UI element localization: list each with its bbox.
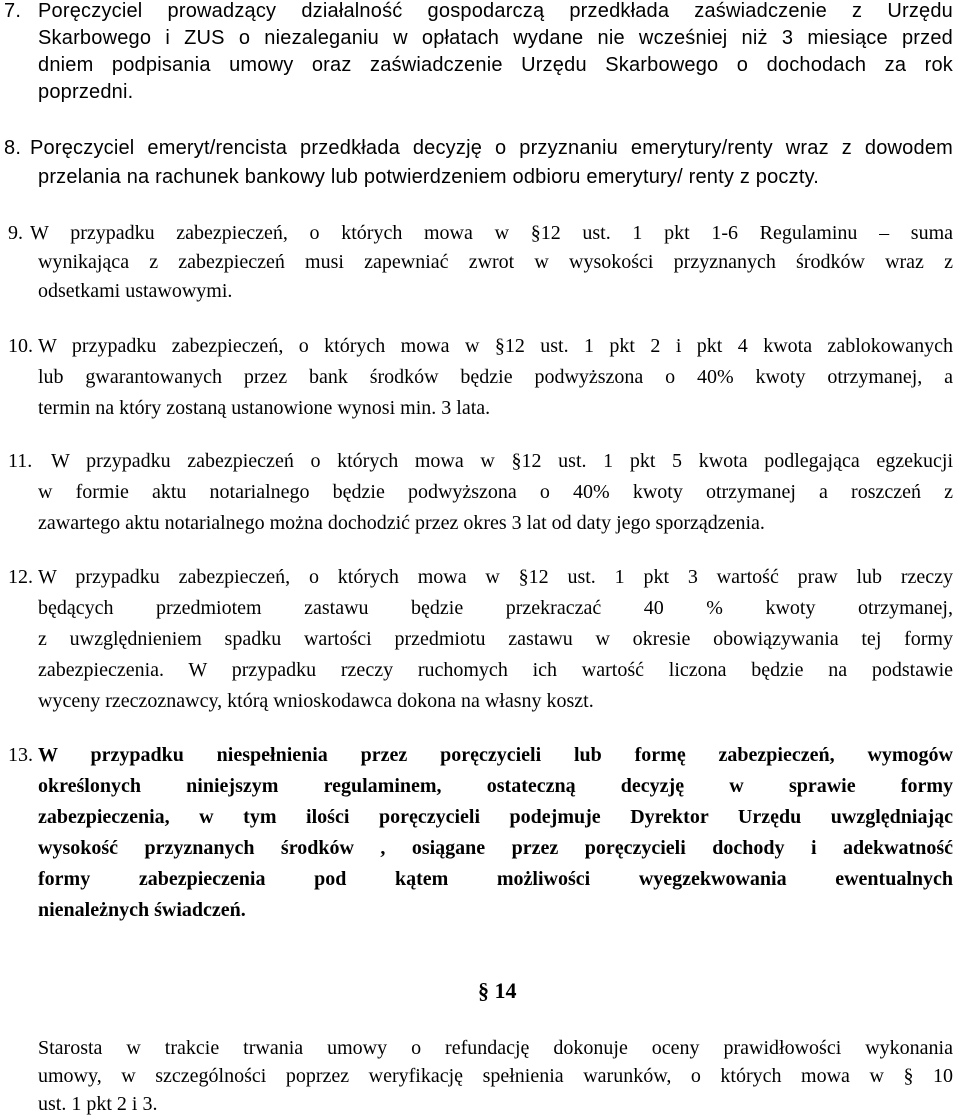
item-text-line: W przypadku niespełnienia przez poręczycieli lub formę zabezpieczeń, wymogów — [38, 744, 953, 766]
item-text-line: odsetkami ustawowymi. — [38, 280, 233, 302]
item-text-line: formy zabezpieczenia pod kątem możliwości wyegzekwowania ewentualnych — [38, 868, 953, 890]
item-text-line: dniem podpisania umowy oraz zaświadczenie Urzędu Skarbowego o dochodach za rok — [38, 54, 953, 76]
item-text-line: w formie aktu notarialnego będzie podwyższona o 40% kwoty otrzymanej a roszczeń z — [38, 481, 953, 503]
item-text-line: termin na który zostaną ustanowione wynosi min. 3 lata. — [38, 397, 491, 419]
item-number: 13. — [8, 744, 33, 766]
section-heading: § 14 — [478, 978, 517, 1003]
item-text-line: zabezpieczenia. W przypadku rzeczy ruchomych ich wartość liczona będzie na podstawie — [38, 659, 953, 681]
item-text-line: Skarbowego i ZUS o niezaleganiu w opłatach wydane nie wcześniej niż 3 miesiące przed — [38, 27, 953, 49]
item-text-line: wyceny rzeczoznawcy, którą wnioskodawca dokona na własny koszt. — [38, 690, 594, 712]
item-text-line: Poręczyciel emeryt/rencista przedkłada decyzję o przyznaniu emerytury/renty wraz z dowodem — [30, 137, 953, 159]
item-text-line: W przypadku zabezpieczeń, o których mowa w §12 ust. 1 pkt 2 i pkt 4 kwota zablokowanych — [38, 335, 953, 357]
item-text-line: nienależnych świadczeń. — [38, 899, 246, 921]
paragraph-line: Starosta w trakcie trwania umowy o refundację dokonuje oceny prawidłowości wykonania — [38, 1037, 953, 1059]
item-number: 12. — [8, 566, 33, 588]
item-text-line: Poręczyciel prowadzący działalność gospodarczą przedkłada zaświadczenie z Urzędu — [38, 0, 953, 22]
item-text-line: z uwzględnieniem spadku wartości przedmiotu zastawu w okresie obowiązywania tej formy — [38, 628, 953, 650]
item-text-line: wynikająca z zabezpieczeń musi zapewniać zwrot w wysokości przyznanych środków wraz z — [38, 251, 953, 273]
item-number: 9. — [8, 222, 23, 244]
item-text-line: W przypadku zabezpieczeń, o których mowa w §12 ust. 1 pkt 3 wartość praw lub rzeczy — [38, 566, 953, 588]
item-text-line: przelania na rachunek bankowy lub potwierdzeniem odbioru emerytury/ renty z poczty. — [38, 166, 820, 188]
item-text-line: będących przedmiotem zastawu będzie przekraczać 40 % kwoty otrzymanej, — [38, 597, 953, 619]
item-text-line: zawartego aktu notarialnego można dochodzić przez okres 3 lat od daty jego sporządzenia. — [38, 512, 765, 534]
item-text-line: poprzedni. — [38, 81, 134, 103]
item-number: 11. — [8, 450, 33, 472]
item-number: 7. — [4, 0, 22, 22]
item-text-line: wysokość przyznanych środków , osiągane przez poręczycieli dochody i adekwatność — [38, 837, 953, 859]
item-text-line: zabezpieczenia, w tym ilości poręczycieli podejmuje Dyrektor Urzędu uwzględniając — [38, 806, 953, 828]
paragraph-line: umowy, w szczególności poprzez weryfikację spełnienia warunków, o których mowa w § 10 — [38, 1065, 953, 1087]
item-text-line: określonych niniejszym regulaminem, ostateczną decyzję w sprawie formy — [38, 775, 953, 797]
item-number: 10. — [8, 335, 33, 357]
item-text-line: lub gwarantowanych przez bank środków będzie podwyższona o 40% kwoty otrzymanej, a — [38, 366, 953, 388]
paragraph-line: ust. 1 pkt 2 i 3. — [38, 1093, 158, 1115]
item-text-line: W przypadku zabezpieczeń o których mowa w §12 ust. 1 pkt 5 kwota podlegająca egzekucji — [51, 450, 953, 472]
item-text-line: W przypadku zabezpieczeń, o których mowa w §12 ust. 1 pkt 1-6 Regulaminu – suma — [30, 222, 953, 244]
item-number: 8. — [4, 137, 22, 159]
